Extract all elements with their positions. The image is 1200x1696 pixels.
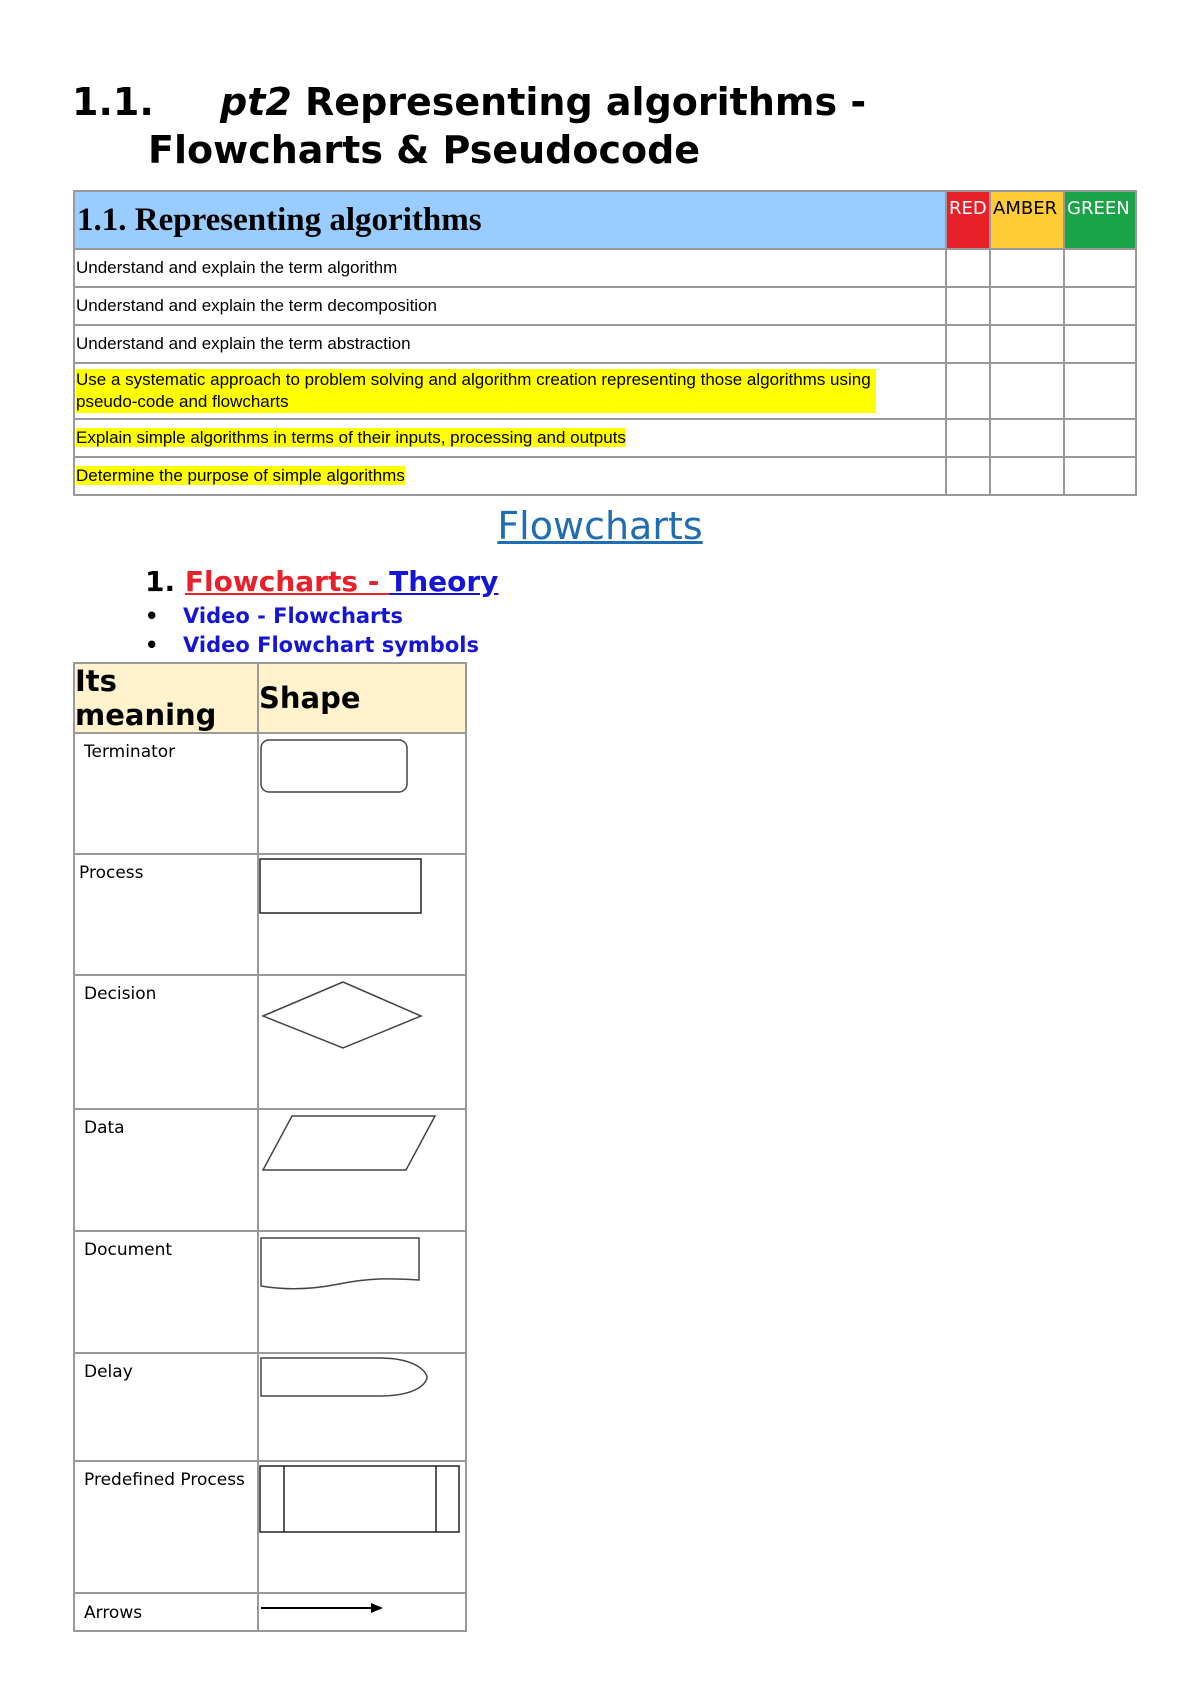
rag-green-cell[interactable] [1064,457,1136,495]
meaning-cell: Arrows [74,1593,258,1631]
document-shape-icon [259,1232,465,1352]
table-row [74,975,466,1109]
list-item [145,564,498,600]
table-row [74,419,1136,457]
objective-text: Explain simple algorithms in terms of their inputs, processing and outputs [76,428,626,447]
topic-list [145,564,498,660]
table-row [74,1353,466,1461]
meaning-cell: Predefined Process [74,1461,258,1593]
meaning-cell: Document [74,1231,258,1353]
rag-red-cell[interactable] [946,287,990,325]
bullet-icon: • [145,633,159,657]
objective-text: Understand and explain the term decomposition [76,296,437,315]
bullet-icon: • [145,604,159,628]
data-shape-icon [259,1110,465,1230]
rag-red-header: RED [946,191,990,249]
rag-amber-cell[interactable] [990,419,1064,457]
rag-green-cell[interactable] [1064,419,1136,457]
table-row [74,363,1136,419]
rag-amber-cell[interactable] [990,363,1064,419]
video-flowcharts-link[interactable]: Video - Flowcharts [183,604,403,628]
rag-green-cell[interactable] [1064,325,1136,363]
col-meaning-header: Its meaning [74,663,258,733]
rag-amber-cell[interactable] [990,325,1064,363]
rag-red-cell[interactable] [946,363,990,419]
title-line1: Representing algorithms - [305,80,867,124]
meaning-cell: Terminator [74,733,258,854]
rag-green-header: GREEN [1064,191,1136,249]
objective-text: Understand and explain the term algorithm [76,258,398,277]
table-row [74,1109,466,1231]
rag-amber-header: AMBER [990,191,1064,249]
delay-shape-icon [259,1354,465,1460]
rag-table [73,190,1137,496]
rag-red-cell[interactable] [946,457,990,495]
list-number: 1. [145,565,176,598]
table-row [74,1461,466,1593]
rag-red-cell[interactable] [946,249,990,287]
list-item [145,602,498,631]
symbols-table [73,662,467,1632]
arrow-shape-icon [259,1594,465,1630]
table-row [74,854,466,975]
rag-green-cell[interactable] [1064,249,1136,287]
flowcharts-link[interactable]: Flowcharts - [184,565,390,598]
table-row [74,457,1136,495]
table-row [74,249,1136,287]
rag-amber-cell[interactable] [990,457,1064,495]
video-symbols-link[interactable]: Video Flowchart symbols [183,633,479,657]
title-line2: Flowcharts & Pseudocode [148,128,701,172]
objective-text: Determine the purpose of simple algorithms [76,466,405,485]
rag-amber-cell[interactable] [990,249,1064,287]
meaning-cell: Process [74,854,258,975]
table-row [74,1593,466,1631]
rag-red-cell[interactable] [946,325,990,363]
page-title [72,78,866,174]
meaning-cell: Data [74,1109,258,1231]
objective-text: Understand and explain the term abstraction [76,334,411,353]
theory-link[interactable]: Theory [389,565,499,598]
meaning-cell: Delay [74,1353,258,1461]
title-number: 1.1. [72,80,154,124]
section-heading[interactable]: Flowcharts [497,504,703,548]
predefined-process-shape-icon [259,1462,465,1592]
list-item [145,631,498,660]
rag-amber-cell[interactable] [990,287,1064,325]
rag-red-cell[interactable] [946,419,990,457]
decision-shape-icon [259,976,465,1108]
rag-green-cell[interactable] [1064,287,1136,325]
rag-heading: 1.1. Representing algorithms [74,191,946,249]
rag-green-cell[interactable] [1064,363,1136,419]
table-row [74,325,1136,363]
table-row [74,733,466,854]
col-shape-header: Shape [258,663,466,733]
objective-text: Use a systematic approach to problem solving and algorithm creation representing those algorithms using pseudo-code and flowcharts [76,369,876,413]
meaning-cell: Decision [74,975,258,1109]
title-part: pt2 [220,80,292,124]
table-row [74,287,1136,325]
table-row [74,1231,466,1353]
terminator-shape-icon [259,734,465,853]
process-shape-icon [259,855,465,974]
